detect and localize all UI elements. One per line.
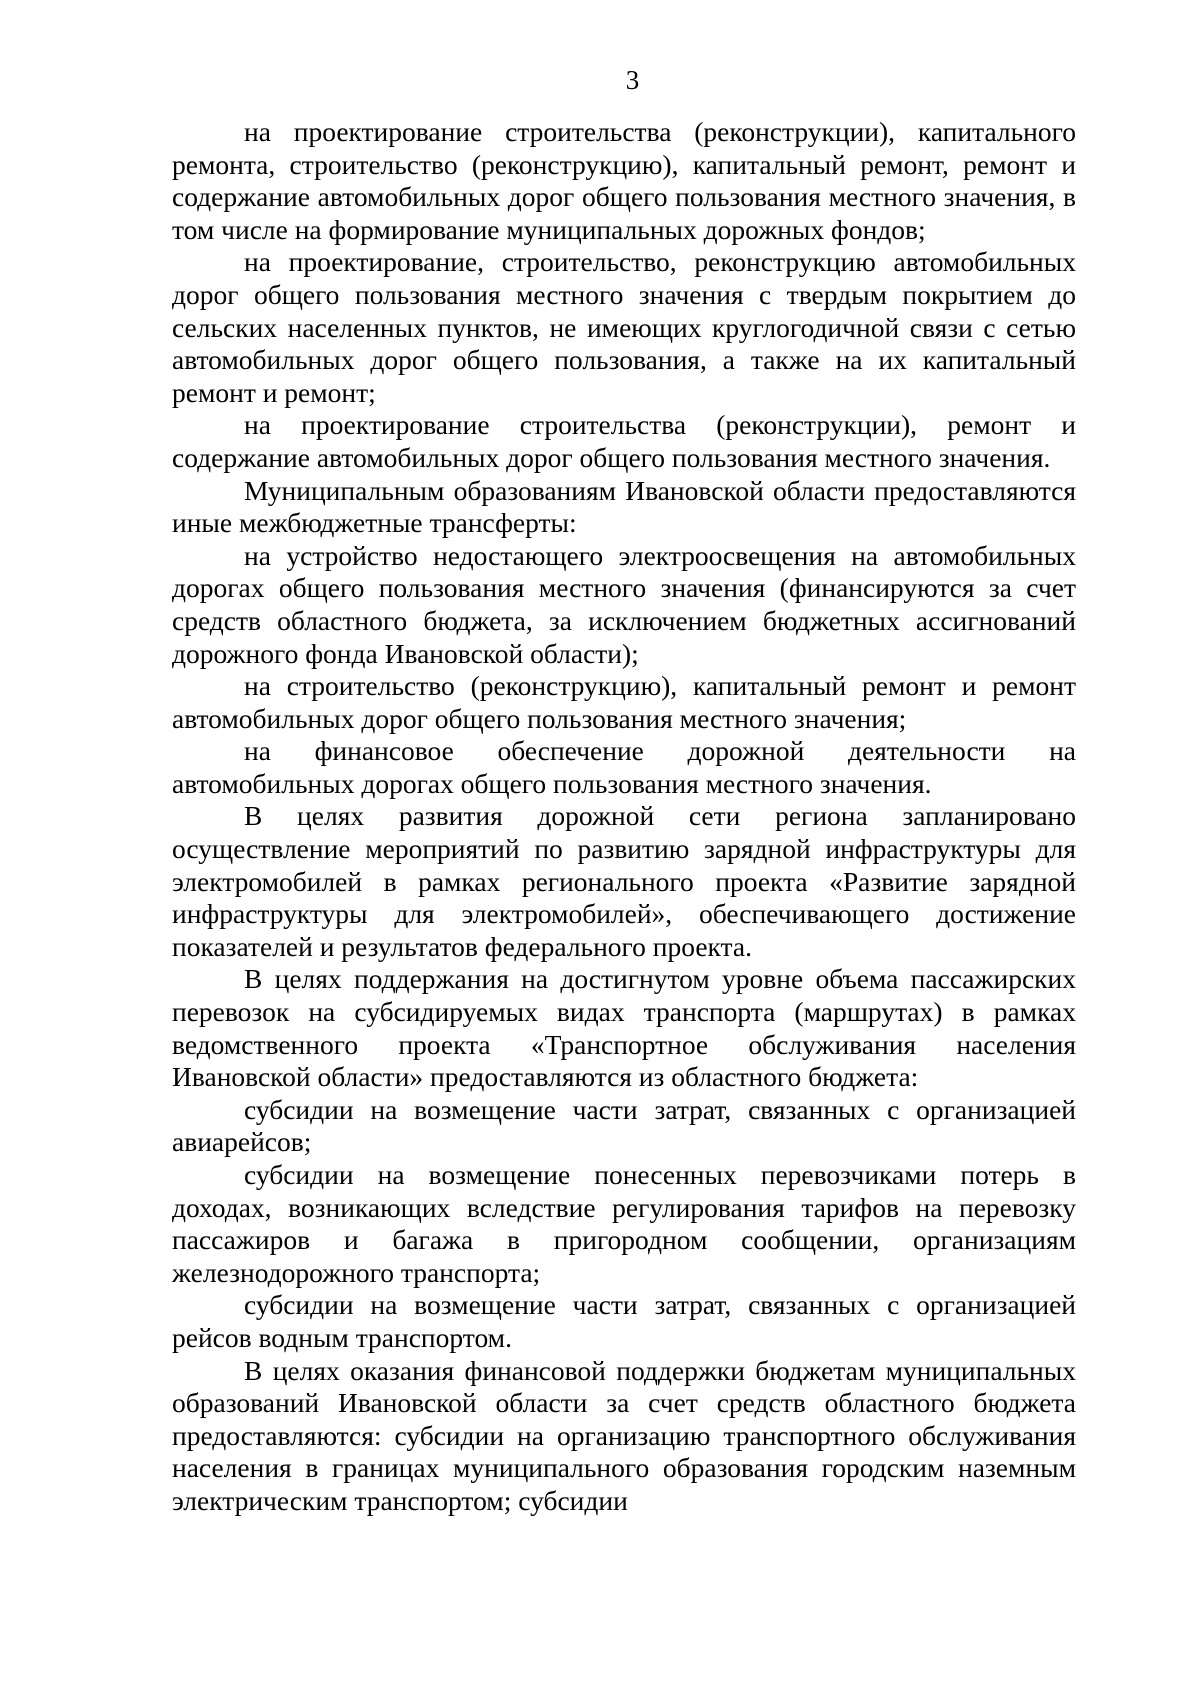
paragraph: субсидии на возмещение части затрат, связанных с организацией авиарейсов;: [172, 1093, 1076, 1158]
paragraph: субсидии на возмещение части затрат, связанных с организацией рейсов водным транспортом.: [172, 1289, 1076, 1353]
paragraph-continued: В целях оказания финансовой поддержки бюджетам муниципальных образований Ивановской области за счет средств областного бюджета предоставляются: субсидии на организацию транспортного обслуживания населения в границах муниципального образования городским наземным электрическим транспортом; субсидии: [172, 1354, 1076, 1516]
paragraph: на финансовое обеспечение дорожной деятельности на автомобильных дорогах общего пользования местного значения.: [172, 735, 1076, 799]
paragraph: на устройство недостающего электроосвещения на автомобильных дорогах общего пользования местного значения (финансируются за счет средств областного бюджета, за исключением бюджетных ассигнований дорожного фонда Ивановской области);: [172, 539, 1076, 669]
page-number: 3: [625, 65, 640, 95]
paragraph: В целях поддержания на достигнутом уровне объема пассажирских перевозок на субсидируемых видах транспорта (маршрутах) в рамках ведомственного проекта «Транспортное обслуживания населения Ивановской области» предоставляются из областного бюджета:: [172, 963, 1076, 1093]
document-body: [172, 116, 1076, 1518]
paragraph: на проектирование строительства (реконструкции), ремонт и содержание автомобильных дорог общего пользования местного значения.: [172, 409, 1076, 473]
paragraph: Муниципальным образованиям Ивановской области предоставляются иные межбюджетные трансферты:: [172, 474, 1076, 539]
paragraph: на строительство (реконструкцию), капитальный ремонт и ремонт автомобильных дорог общего пользования местного значения;: [172, 670, 1076, 734]
paragraph: В целях развития дорожной сети региона запланировано осуществление мероприятий по развитию зарядной инфраструктуры для электромобилей в рамках регионального проекта «Развитие зарядной инфраструктуры для электромобилей», обеспечивающего достижение показателей и результатов федерального проекта.: [172, 800, 1076, 962]
paragraph: на проектирование строительства (реконструкции), капитального ремонта, строительство (реконструкцию), капитальный ремонт, ремонт и содержание автомобильных дорог общего пользования местного значения, в том числе на формирование муниципальных дорожных фондов;: [172, 116, 1076, 245]
paragraph: на проектирование, строительство, реконструкцию автомобильных дорог общего пользования местного значения с твердым покрытием до сельских населенных пунктов, не имеющих круглогодичной связи с сетью автомобильных дорог общего пользования, а также на их капитальный ремонт и ремонт;: [172, 246, 1076, 408]
paragraph: субсидии на возмещение понесенных перевозчиками потерь в доходах, возникающих вследствие регулирования тарифов на перевозку пассажиров и багажа в пригородном сообщении, организациям железнодорожного транспорта;: [172, 1159, 1076, 1288]
